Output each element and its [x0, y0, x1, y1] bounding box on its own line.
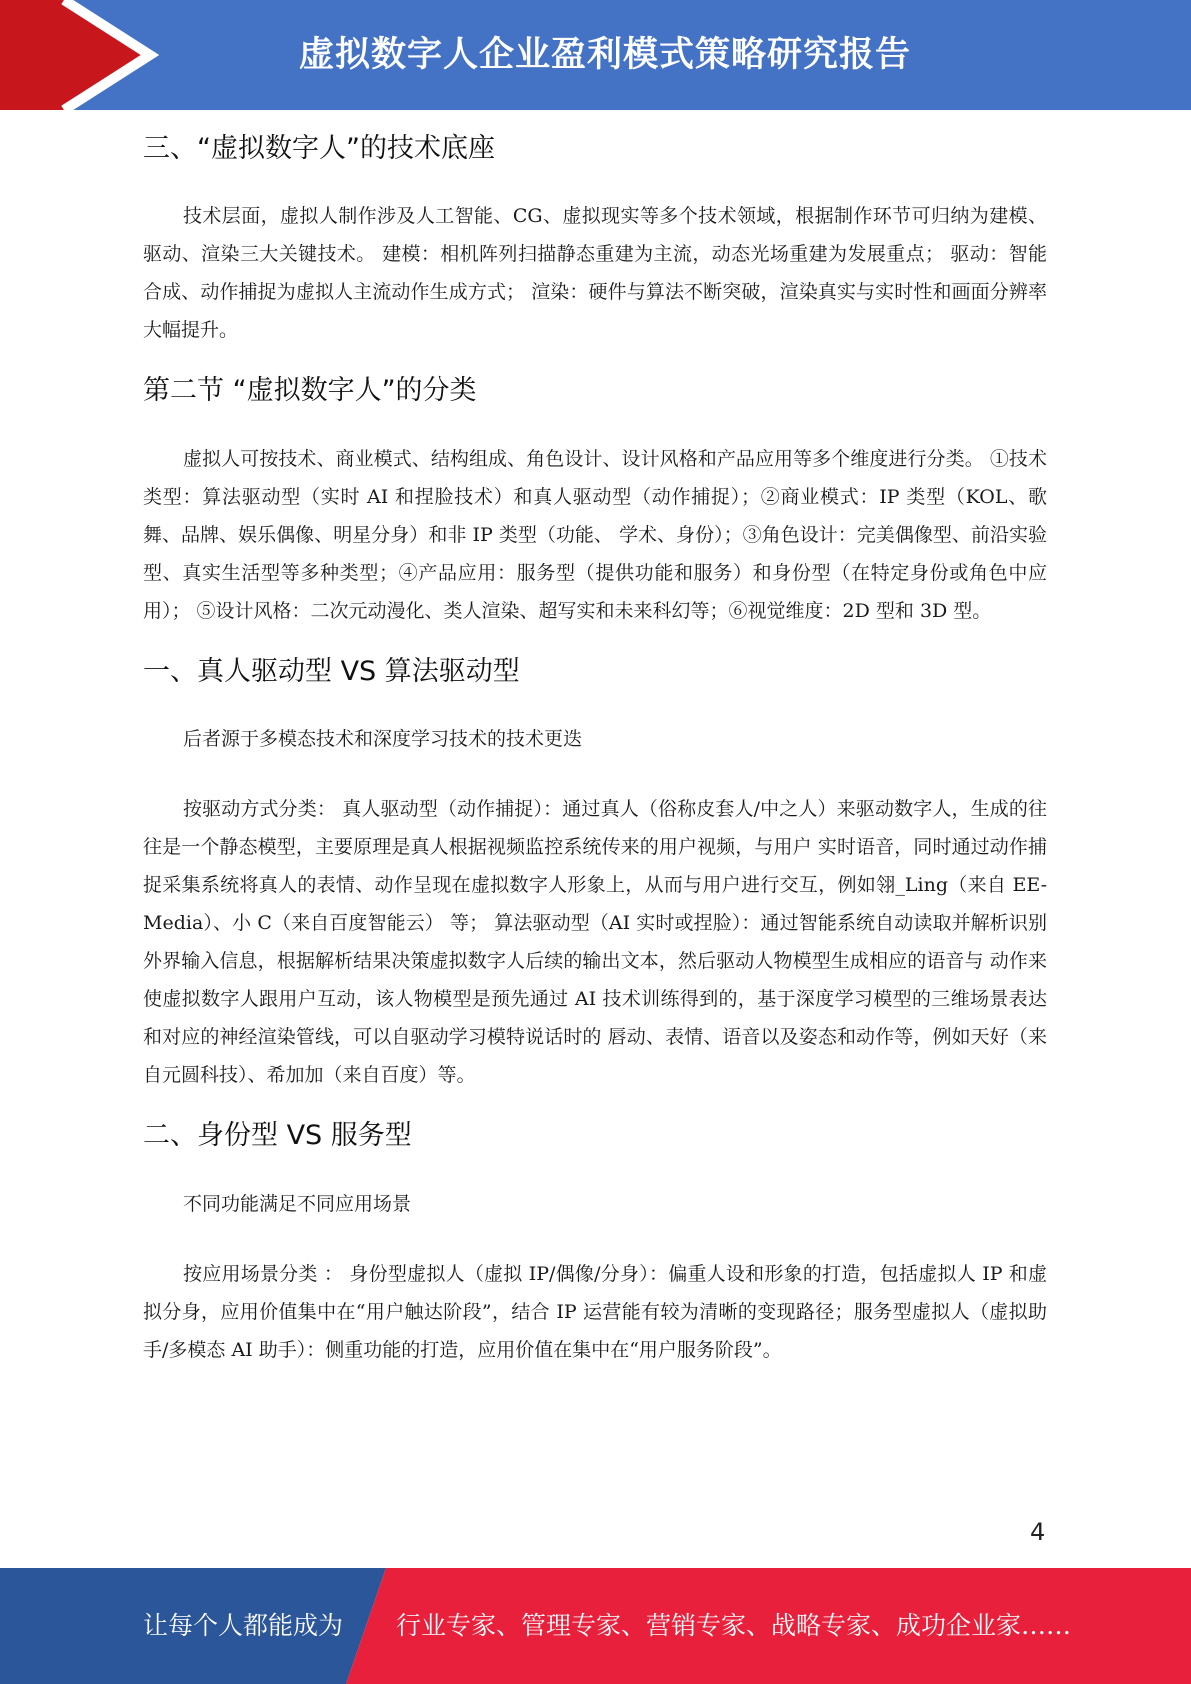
- paragraph: 按驱动方式分类： 真人驱动型（动作捕捉）：通过真人（俗称皮套人/中之人）来驱动数字人，生成的往往是一个静态模型，主要原理是真人根据视频监控系统传来的用户视频，与用户 实时语音，同时通过动作捕捉采集系统将真人的表情、动作呈现在虚拟数字人形象上，从而与用户进行交互，例如翎_Ling（来自 EE-Media）、小 C（来自百度智能云） 等； 算法驱动型（AI 实时或捏脸）：通过智能系统自动读取并解析识别外界输入信息，根据解析结果决策虚拟数字人后续的输出文本，然后驱动人物模型生成相应的语音与 动作来使虚拟数字人跟用户互动，该人物模型是预先通过 AI 技术训练得到的，基于深度学习模型的三维场景表达和对应的神经渲染管线，可以自驱动学习模特说话时的 唇动、表情、语音以及姿态和动作等，例如天好（来自元圆科技）、希加加（来自百度）等。: [143, 798, 1047, 1087]
- paragraph: 按应用场景分类 ： 身份型虚拟人（虚拟 IP/偶像/分身）：偏重人设和形象的打造，包括虚拟人 IP 和虚拟分身，应用价值集中在“用户触达阶段”，结合 IP 运营能有较为清晰的变现路径；服务型虚拟人（虚拟助手/多模态 AI 助手）：侧重功能的打造，应用价值在集中在“用户服务阶段”。: [143, 1262, 1047, 1361]
- section-driven-types: [143, 656, 1047, 1094]
- page-number: 4: [1030, 1518, 1046, 1546]
- section-heading: 三、“虚拟数字人”的技术底座: [143, 133, 495, 164]
- footer-slogan-right: 行业专家、管理专家、营销专家、战略专家、成功企业家……: [396, 1611, 1072, 1640]
- section-heading: 一、真人驱动型 VS 算法驱动型: [143, 655, 520, 687]
- header-banner: [0, 0, 1191, 110]
- section-identity-service: [143, 1120, 1047, 1368]
- paragraph: 技术层面，虚拟人制作涉及人工智能、CG、虚拟现实等多个技术领域，根据制作环节可归纳为建模、驱动、渲染三大关键技术。 建模：相机阵列扫描静态重建为主流，动态光场重建为发展重点； 驱动：智能合成、动作捕捉为虚拟人主流动作生成方式； 渲染：硬件与算法不断突破，渲染真实与实时性和画面分辨率大幅提升。: [143, 205, 1047, 342]
- paragraph: 虚拟人可按技术、商业模式、结构组成、角色设计、设计风格和产品应用等多个维度进行分类。 ①技术类型：算法驱动型（实时 AI 和捏脸技术）和真人驱动型（动作捕捉）；②商业模式：IP 类型（KOL、歌舞、品牌、娱乐偶像、明星分身）和非 IP 类型（功能、 学术、身份）；③角色设计：完美偶像型、前沿实验型、真实生活型等多种类型；④产品应用：服务型（提供功能和服务）和身份型（在特定身份或角色中应用）； ⑤设计风格：二次元动漫化、类人渲染、超写实和未来科幻等；⑥视觉维度：2D 型和 3D 型。: [143, 447, 1047, 622]
- document-body: [143, 110, 1047, 1369]
- footer-banner: [0, 1568, 1191, 1684]
- header-red-shape: [0, 0, 150, 110]
- section-classification: [143, 375, 1047, 629]
- footer-slogan-left: 让每个人都能成为: [143, 1611, 344, 1640]
- section-heading: 第二节 “虚拟数字人”的分类: [143, 375, 477, 407]
- paragraph: 后者源于多模态技术和深度学习技术的技术更迭: [183, 728, 583, 751]
- paragraph: 不同功能满足不同应用场景: [183, 1192, 412, 1215]
- section-tech-foundation: [143, 133, 1047, 349]
- section-heading: 二、身份型 VS 服务型: [143, 1120, 412, 1152]
- document-title: 虚拟数字人企业盈利模式策略研究报告: [298, 35, 911, 75]
